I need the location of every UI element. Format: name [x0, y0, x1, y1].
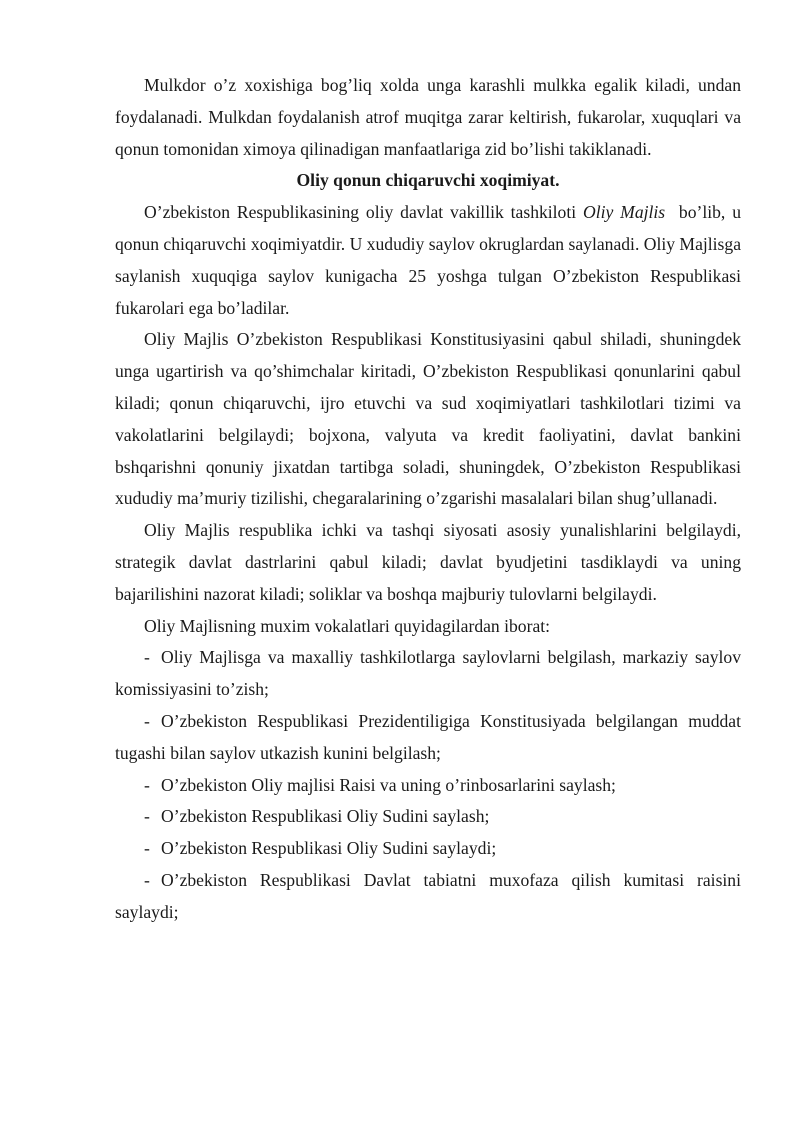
paragraph-text: bo’lib, u qonun chiqaruvchi xoqimiyatdir. U xududiy saylov okruglardan saylanadi. Oliy Majlisga saylanish xuquqiga saylov kunigacha 25 yoshga tulgan O’zbekiston Respublikasi fukarolari ega bo’ladilar.: [115, 202, 746, 318]
paragraph-ownership: Mulkdor o’z xoxishiga bog’liq xolda unga karashli mulkka egalik kiladi, undan foydalanadi. Mulkdan foydalanish atrof muqitga zarar keltirish, fukarolar, xuquqlari va qonun tomonidan ximoya qilinadigan manfaatlariga zid bo’lishi takiklanadi.: [115, 75, 741, 159]
list-dash: -: [144, 869, 150, 890]
list-item-text: O’zbekiston Respublikasi Oliy Sudini saylash;: [161, 806, 490, 827]
list-dash: -: [144, 647, 150, 668]
section-heading: Oliy qonun chiqaruvchi xoqimiyat.: [296, 170, 560, 191]
list-item: [115, 642, 741, 706]
paragraph-constitution-powers: Oliy Majlis O’zbekiston Respublikasi Konstitusiyasini qabul shiladi, shuningdek unga ugartirish va qo’shimchalar kiritadi, O’zbekiston Respublikasi qonunlarini qabul kiladi; qonun chiqaruvchi, ijro etuvchi va sud xoqimiyatlari tashkilotlari tizimi va vakolatlarini belgilaydi; bojxona, valyuta va kredit faoliyatini, davlat bankini bshqarishni qonuniy jixatdan tartibga soladi, shuningdek, O’zbekiston Respublikasi xududiy ma’muriy tizilishi, chegaralarining o’zgarishi masalalari bilan shug’ullanadi.: [115, 329, 741, 509]
paragraph-list-intro: Oliy Majlisning muxim vokalatlari quyidagilardan iborat:: [144, 615, 551, 636]
list-item: [115, 865, 741, 929]
list-dash: -: [144, 710, 150, 731]
list-item-text: O’zbekiston Respublikasi Davlat tabiatni muxofaza qilish kumitasi raisini saylaydi;: [115, 869, 741, 922]
list-item: [115, 833, 741, 865]
paragraph-text: O’zbekiston Respublikasining oliy davlat vakillik tashkiloti: [144, 202, 584, 223]
paragraph-policy-powers: Oliy Majlis respublika ichki va tashqi siyosati asosiy yunalishlarini belgilaydi, strategik davlat dastrlarini qabul kiladi; davlat byudjetini tasdiklaydi va uning bajarilishini nazorat kiladi; soliklar va boshqa majburiy tulovlarni belgilaydi.: [115, 520, 741, 604]
list-dash: -: [144, 806, 150, 827]
list-item: [115, 801, 741, 833]
list-item-text: O’zbekiston Oliy majlisi Raisi va uning o’rinbosarlarini saylash;: [161, 774, 616, 795]
list-item-text: Oliy Majlisga va maxalliy tashkilotlarga saylovlarni belgilash, markaziy saylov komissiyasini to’zish;: [115, 647, 741, 700]
list-item: [115, 770, 741, 802]
italic-term: Oliy Majlis: [583, 202, 666, 223]
paragraph-oliy-majlis-intro: [115, 197, 746, 324]
list-item-text: O’zbekiston Respublikasi Prezidentiligiga Konstitusiyada belgilangan muddat tugashi bilan saylov utkazish kunini belgilash;: [115, 710, 741, 763]
list-item-text: O’zbekiston Respublikasi Oliy Sudini saylaydi;: [161, 838, 497, 859]
list-dash: -: [144, 838, 150, 859]
list-item: [115, 706, 741, 770]
document-page: [115, 70, 746, 929]
list-dash: -: [144, 774, 150, 795]
